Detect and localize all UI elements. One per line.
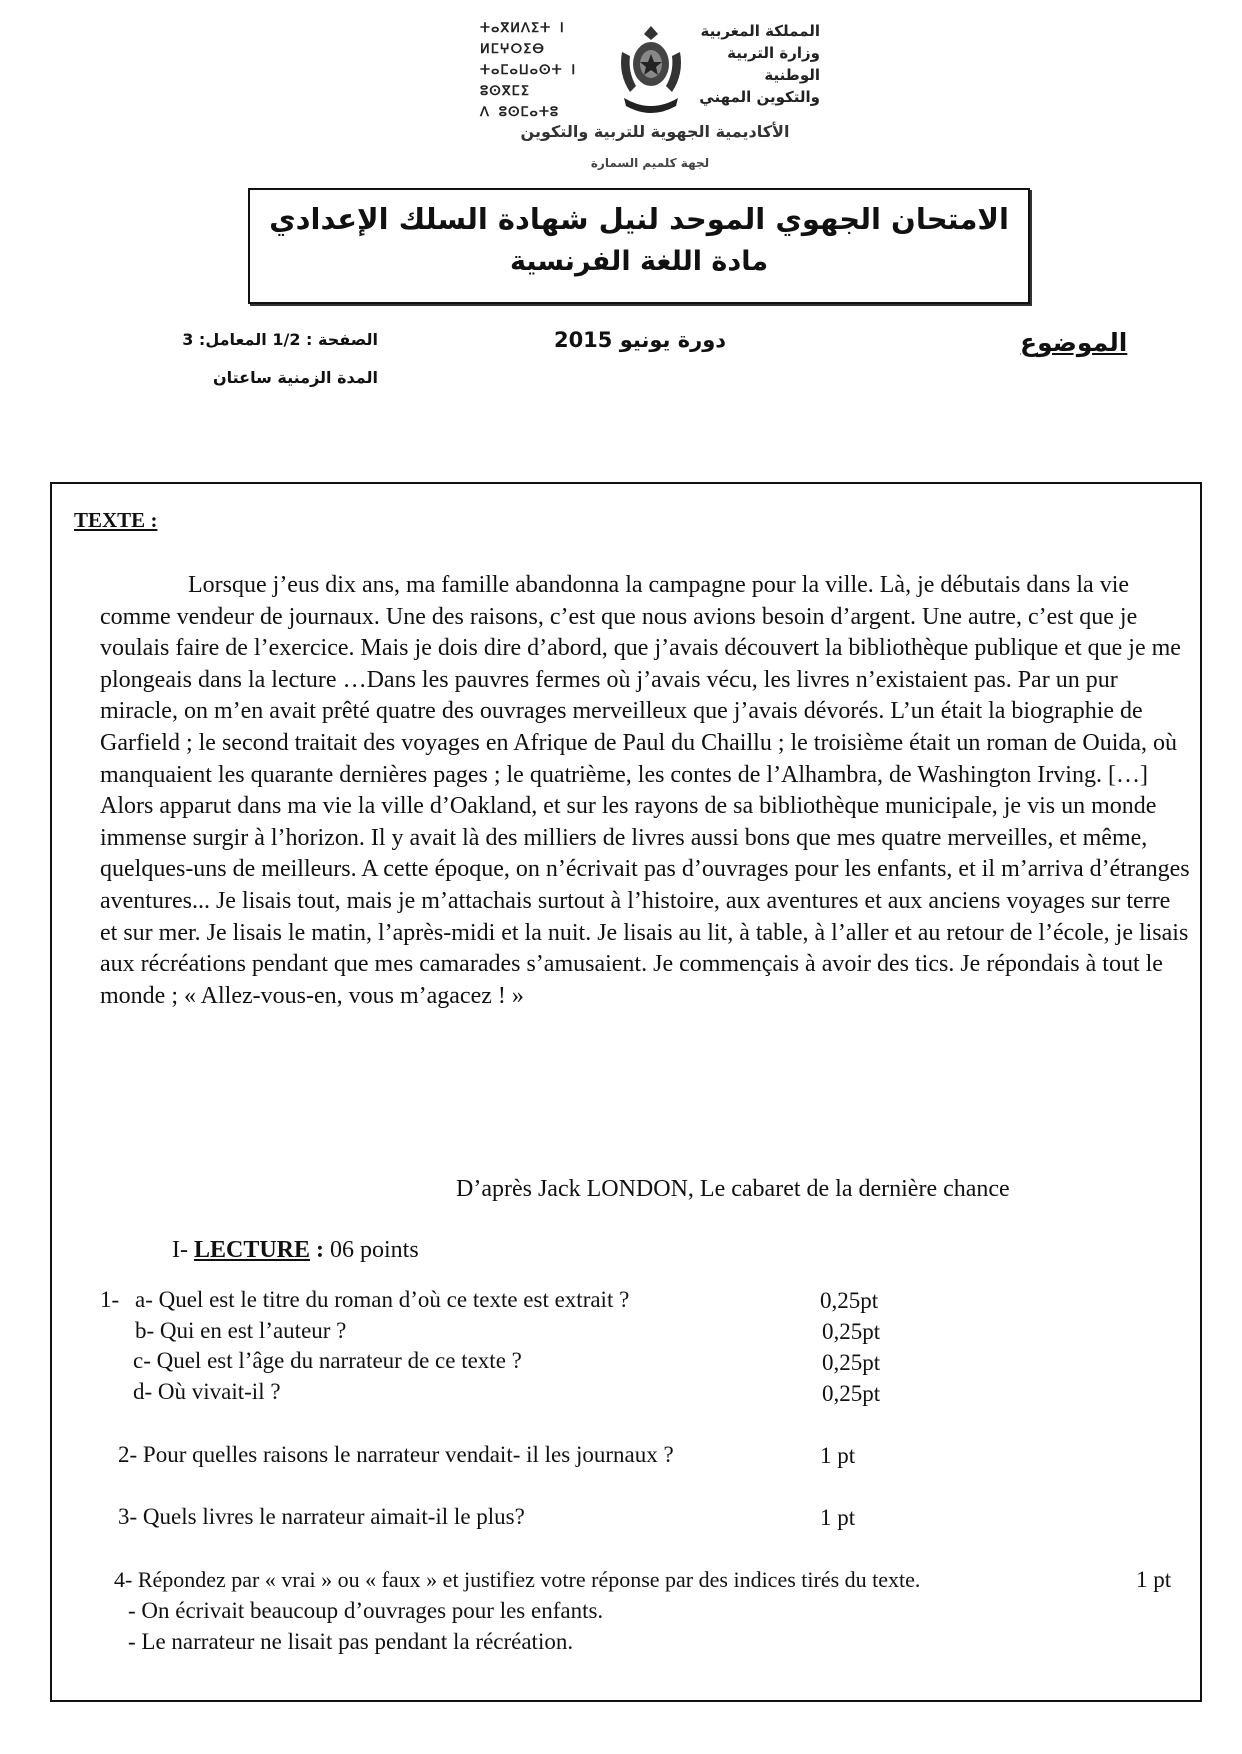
question-3-points: 1 pt — [820, 1505, 856, 1530]
question-1d: d- Où vivait-il ? — [133, 1379, 281, 1404]
question-1c: c- Quel est l’âge du narrateur de ce texte ? — [133, 1348, 522, 1373]
question-4: 4- Répondez par « vrai » ou « faux » et justifiez votre réponse par des indices tirés du texte. — [114, 1567, 921, 1592]
reading-passage — [100, 570, 1190, 1012]
header-emblem-block — [480, 18, 820, 178]
committee-name: لجهة كلميم السمارة — [590, 156, 710, 170]
exam-title-box — [248, 188, 1030, 304]
exam-subject: مادة اللغة الفرنسية — [509, 246, 769, 277]
tifinagh-header — [480, 18, 600, 123]
passage-source: D’après Jack LONDON, Le cabaret de la dernière chance — [456, 1176, 1010, 1202]
passage-paragraph: Alors apparut dans ma vie la ville d’Oakland, et sur les rayons de sa bibliothèque municipale, je vis un monde immense surgir à l’horizon. Il y avait là des milliers de livres aussi bons que mes quatre merveilles, et même, quelques-uns de meilleurs. A cette époque, on n’écrivait pas d’ouvrages pour les enfants, et il m’arriva d’étranges aventures... Je lisais tout, mais je m’attachais surtout à l’histoire, aux aventures et aux anciens voyages sur terre et sur mer. Je lisais le matin, l’après-midi et la nuit. Je lisais au lit, à table, à l’aller et au retour de l’école, je lisais aux récréations pendant que mes camarades s’amusaient. Je commençais à avoir des tics. Je répondais à tout le monde ; « Allez-vous-en, vous m’agacez ! » — [100, 793, 1190, 1009]
question-2-points: 1 pt — [820, 1443, 856, 1468]
question-1b-points: 0,25pt — [822, 1319, 881, 1344]
lecture-points: 06 points — [324, 1237, 419, 1263]
passage-paragraph: Lorsque j’eus dix ans, ma famille abandonna la campagne pour la ville. Là, je débutais dans la vie comme vendeur de journaux. Une des raisons, c’est que nous avions besoin d’argent. Une autre, c’est que je voulais faire de l’exercice. Mais je dois dire d’abord, que j’avais découvert la bibliothèque publique et que je me plongeais dans la lecture …Dans les pauvres fermes où j’avais vécu, les livres n’existaient pas. Par un pur miracle, on m’en avait prêté quatre des ouvrages merveilleux que j’avais dévorés. L’un était la biographie de Garfield ; le second traitait des voyages en Afrique de Paul du Chaillu ; le troisième était un roman de Ouida, où manquaient les quarante dernières pages ; le quatrième, les contes de l’Alhambra, de Washington Irving. […] — [100, 572, 1181, 788]
question-4-item: - On écrivait beaucoup d’ouvrages pour les enfants. — [128, 1598, 604, 1623]
question-1d-points: 0,25pt — [822, 1381, 881, 1406]
question-1a: a- Quel est le titre du roman d’où ce texte est extrait ? — [135, 1287, 630, 1312]
ministry-line: وزارة التربية الوطنية — [727, 44, 820, 84]
question-1c-points: 0,25pt — [822, 1350, 881, 1375]
exam-duration: المدة الزمنية ساعتان — [212, 368, 378, 387]
ministry-name — [680, 20, 820, 108]
question-1-number: 1- — [100, 1287, 120, 1312]
page-info: الصفحة : 1/2 المعامل: 3 — [182, 330, 378, 349]
question-2: 2- Pour quelles raisons le narrateur vendait- il les journaux ? — [118, 1442, 674, 1467]
lecture-word: LECTURE — [193, 1237, 311, 1263]
royal-emblem-icon — [616, 22, 686, 118]
lecture-prefix: I- — [172, 1237, 194, 1263]
subject-label: الموضوع — [1020, 328, 1128, 357]
question-3: 3- Quels livres le narrateur aimait-il le plus? — [118, 1504, 525, 1529]
question-1b: b- Qui en est l’auteur ? — [135, 1318, 347, 1343]
exam-session: دورة يونيو 2015 — [553, 328, 727, 352]
academy-name: الأكاديمية الجهوية للتربية والتكوين — [520, 122, 790, 141]
question-4-points: 1 pt — [1136, 1567, 1172, 1592]
exam-title: الامتحان الجهوي الموحد لنيل شهادة السلك الإعدادي — [269, 202, 1009, 236]
tifinagh-line: ⵜⴰⴳⵍⴷⵉⵜ ⵏ ⵍⵎⵖⵔⵉⴱ — [480, 21, 565, 57]
question-1a-points: 0,25pt — [820, 1288, 879, 1313]
question-4-item: - Le narrateur ne lisait pas pendant la récréation. — [128, 1629, 574, 1654]
lecture-heading — [172, 1237, 419, 1264]
lecture-colon: : — [310, 1237, 325, 1263]
tifinagh-line: ⵜⴰⵎⴰⵡⴰⵙⵜ ⵏ ⵓⵙⴳⵎⵉ — [480, 63, 577, 99]
tifinagh-line: ⴷ ⵓⵙⵎⴰⵜⵓ — [480, 105, 560, 120]
ministry-line: المملكة المغربية — [700, 22, 820, 40]
ministry-line: والتكوين المهني — [699, 88, 820, 106]
texte-heading: TEXTE : — [74, 508, 158, 532]
